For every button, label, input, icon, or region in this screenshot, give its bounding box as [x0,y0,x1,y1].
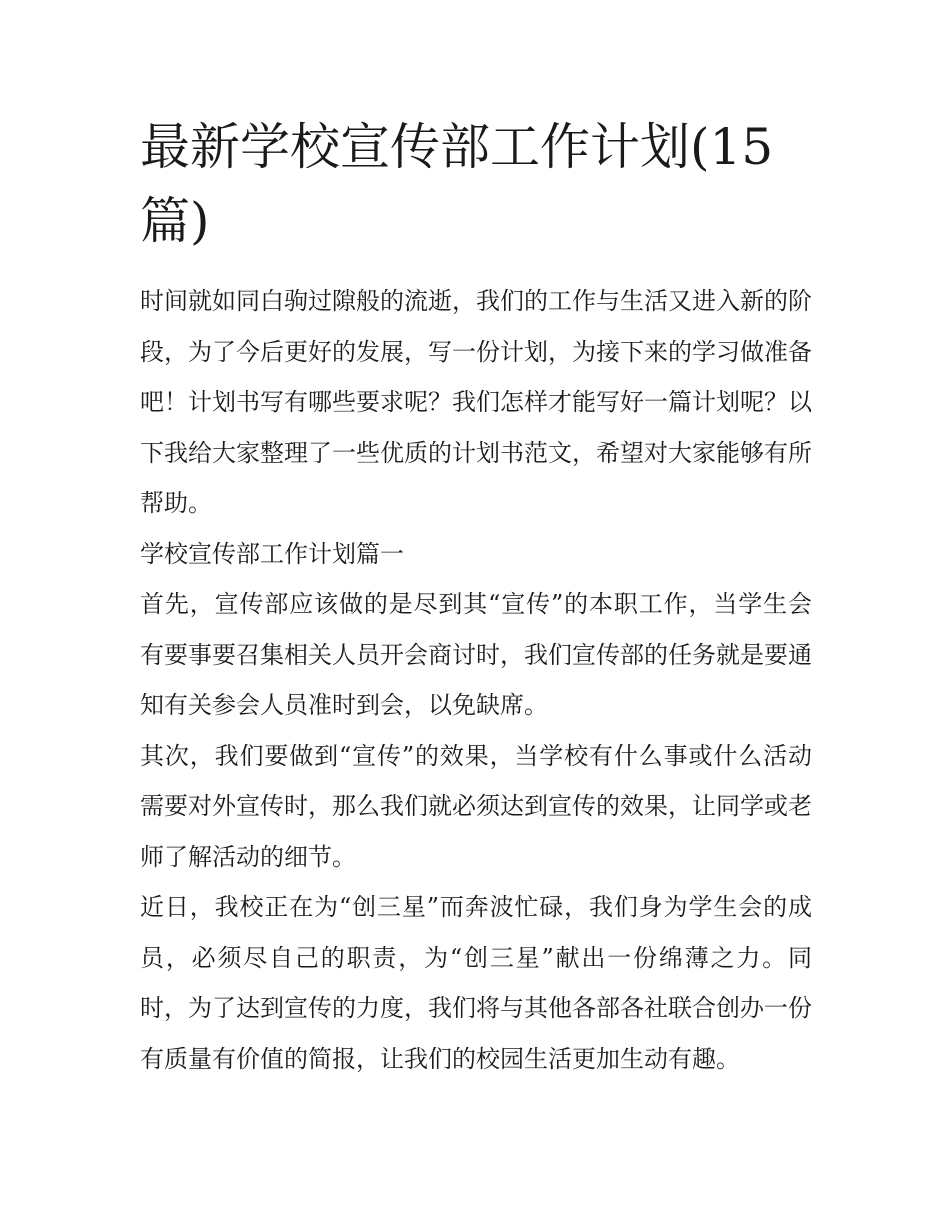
document-title: 最新学校宣传部工作计划(15篇) [140,118,774,250]
body-paragraph: 首先，宣传部应该做的是尽到其“宣传”的本职工作，当学生会有要事要召集相关人员开会商讨时，我们宣传部的任务就是要通知有关参会人员准时到会，以免缺席。 [140,590,812,719]
intro-paragraph: 时间就如同白驹过隙般的流逝，我们的工作与生活又进入新的阶段，为了今后更好的发展，写一份计划，为接下来的学习做准备吧！计划书写有哪些要求呢？我们怎样才能写好一篇计划呢？以下我给大家整理了一些优质的计划书范文，希望对大家能够有所帮助。 [140,287,812,517]
body-paragraph: 其次，我们要做到“宣传”的效果，当学校有什么事或什么活动需要对外宣传时，那么我们就必须达到宣传的效果，让同学或老师了解活动的细节。 [140,741,812,871]
section-heading: 学校宣传部工作计划篇一 [140,539,404,568]
document-page [140,110,812,1084]
body-paragraph: 近日，我校正在为“创三星”而奔波忙碌，我们身为学生会的成员，必须尽自己的职责，为“创三星”献出一份绵薄之力。同时，为了达到宣传的力度，我们将与其他各部各社联合创办一份有质量有价值的简报，让我们的校园生活更加生动有趣。 [140,893,812,1073]
